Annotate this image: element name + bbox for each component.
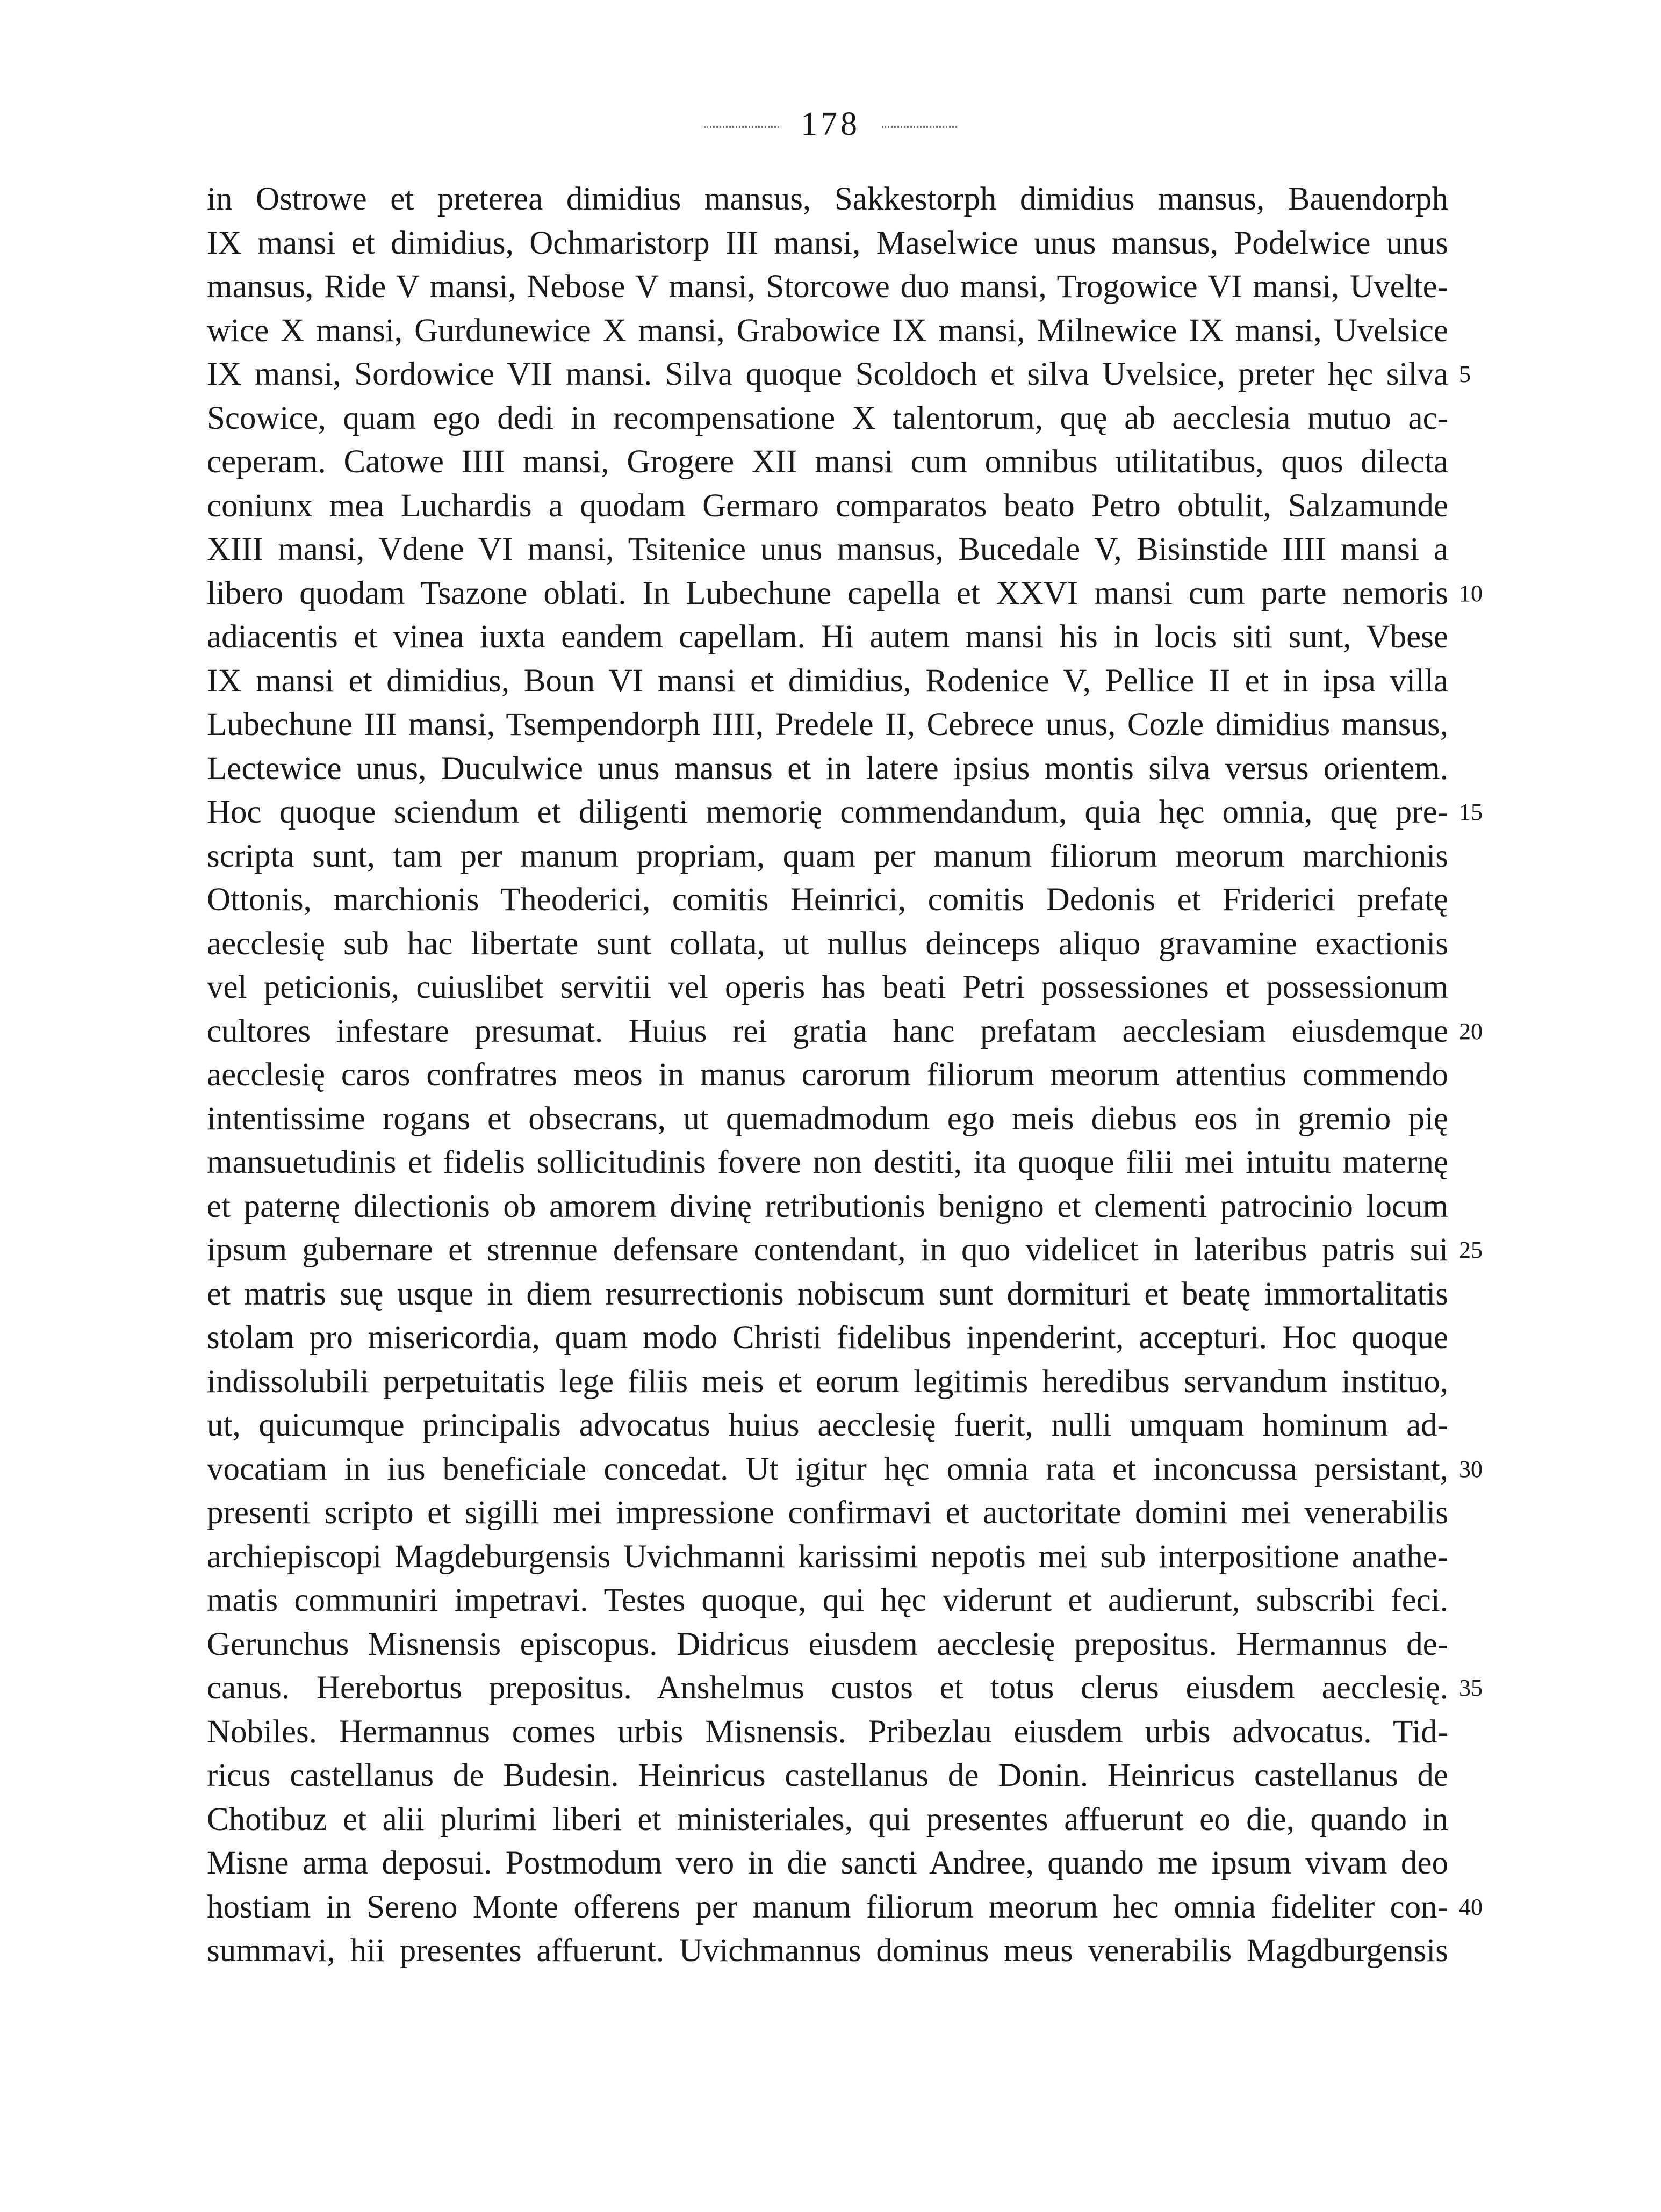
text-line: ut, quicumque principalis advocatus huius aecclesię fuerit, nulli umquam hominum ad- <box>207 1407 1448 1443</box>
text-line: et matris suę usque in diem resurrectionis nobiscum sunt dormituri et beatę immortalitatis <box>207 1276 1448 1312</box>
text-line: vocatiam in ius beneficiale concedat. Ut igitur hęc omnia rata et inconcussa persistant, 30 <box>207 1447 1448 1492</box>
text-line: IX mansi et dimidius, Ochmaristorp III mansi, Maselwice unus mansus, Podelwice unus <box>207 225 1448 261</box>
header-rule-right <box>882 126 957 128</box>
text-line: Lectewice unus, Duculwice unus mansus et in latere ipsius montis silva versus orientem. <box>207 750 1448 787</box>
body-text <box>207 177 1483 1973</box>
line-number: 40 <box>1459 1893 1483 1920</box>
text-line: matis communiri impetravi. Testes quoque, qui hęc viderunt et audierunt, subscribi feci. <box>207 1582 1448 1618</box>
line-number: 25 <box>1459 1237 1483 1263</box>
text-line: vel peticionis, cuiuslibet servitii vel operis has beati Petri possessiones et possessionum <box>207 969 1448 1005</box>
text-line: archiepiscopi Magdeburgensis Uvichmanni karissimi nepotis mei sub interpositione anathe- <box>207 1538 1448 1575</box>
text-line: adiacentis et vinea iuxta eandem capellam. Hi autem mansi his in locis siti sunt, Vbese <box>207 619 1448 655</box>
text-line: aecclesię sub hac libertate sunt collata, ut nullus deinceps aliquo gravamine exactionis <box>207 925 1448 962</box>
line-number: 10 <box>1459 580 1483 607</box>
text-line: wice X mansi, Gurdunewice X mansi, Grabowice IX mansi, Milnewice IX mansi, Uvelsice <box>207 312 1448 349</box>
text-line: Misne arma deposui. Postmodum vero in die sancti Andree, quando me ipsum vivam deo <box>207 1845 1448 1881</box>
text-line: ricus castellanus de Budesin. Heinricus castellanus de Donin. Heinricus castellanus de <box>207 1757 1448 1793</box>
text-line: Lubechune III mansi, Tsempendorph IIII, Predele II, Cebrece unus, Cozle dimidius mansus, <box>207 707 1448 743</box>
text-line: intentissime rogans et obsecrans, ut quemadmodum ego meis diebus eos in gremio pię <box>207 1100 1448 1137</box>
line-number: 5 <box>1459 361 1471 387</box>
page-number: 178 <box>801 106 860 142</box>
text-line: Chotibuz et alii plurimi liberi et ministeriales, qui presentes affuerunt eo die, quando in <box>207 1801 1448 1838</box>
text-line: ipsum gubernare et strennue defensare contendant, in quo videlicet in lateribus patris sui 25 <box>207 1228 1448 1272</box>
text-line: indissolubili perpetuitatis lege filiis meis et eorum legitimis heredibus servandum instituo, <box>207 1363 1448 1400</box>
text-line: canus. Herebortus prepositus. Anshelmus custos et totus clerus eiusdem aecclesię. 35 <box>207 1666 1448 1710</box>
text-line: IX mansi et dimidius, Boun VI mansi et dimidius, Rodenice V, Pellice II et in ipsa villa <box>207 662 1448 699</box>
text-line: mansuetudinis et fidelis sollicitudinis fovere non destiti, ita quoque filii mei intuitu maternę <box>207 1144 1448 1180</box>
text-line: mansus, Ride V mansi, Nebose V mansi, Storcowe duo mansi, Trogowice VI mansi, Uvelte- <box>207 269 1448 305</box>
page-header <box>0 105 1661 143</box>
text-line: stolam pro misericordia, quam modo Christi fidelibus inpenderint, accepturi. Hoc quoque <box>207 1320 1448 1356</box>
text-line: Gerunchus Misnensis episcopus. Didricus eiusdem aecclesię prepositus. Hermannus de- <box>207 1626 1448 1662</box>
text-line: scripta sunt, tam per manum propriam, quam per manum filiorum meorum marchionis <box>207 838 1448 874</box>
text-line: XIII mansi, Vdene VI mansi, Tsitenice unus mansus, Bucedale V, Bisinstide IIII mansi a <box>207 531 1448 567</box>
text-line: et paternę dilectionis ob amorem divinę retributionis benigno et clementi patrocinio locum <box>207 1188 1448 1224</box>
text-line: Hoc quoque sciendum et diligenti memorię commendandum, quia hęc omnia, quę pre- 15 <box>207 790 1448 834</box>
text-line: presenti scripto et sigilli mei impressione confirmavi et auctoritate domini mei venerabilis <box>207 1495 1448 1531</box>
text-line: coniunx mea Luchardis a quodam Germaro comparatos beato Petro obtulit, Salzamunde <box>207 487 1448 524</box>
line-number: 35 <box>1459 1675 1483 1701</box>
text-line: Scowice, quam ego dedi in recompensatione X talentorum, quę ab aecclesia mutuo ac- <box>207 400 1448 436</box>
text-line: summavi, hii presentes affuerunt. Uvichmannus dominus meus venerabilis Magdburgensis <box>207 1933 1448 1969</box>
line-number: 15 <box>1459 799 1483 825</box>
text-line: cultores infestare presumat. Huius rei gratia hanc prefatam aecclesiam eiusdemque 20 <box>207 1010 1448 1054</box>
line-number: 20 <box>1459 1018 1483 1044</box>
line-number: 30 <box>1459 1456 1483 1482</box>
text-line: Ottonis, marchionis Theoderici, comitis Heinrici, comitis Dedonis et Friderici prefatę <box>207 882 1448 918</box>
text-line: ceperam. Catowe IIII mansi, Grogere XII mansi cum omnibus utilitatibus, quos dilecta <box>207 444 1448 480</box>
text-line: Nobiles. Hermannus comes urbis Misnensis. Pribezlau eiusdem urbis advocatus. Tid- <box>207 1713 1448 1750</box>
text-line: IX mansi, Sordowice VII mansi. Silva quoque Scoldoch et silva Uvelsice, preter hęc silva 5 <box>207 352 1448 397</box>
text-line: hostiam in Sereno Monte offerens per manum filiorum meorum hec omnia fideliter con- 40 <box>207 1885 1448 1929</box>
text-line: libero quodam Tsazone oblati. In Lubechune capella et XXVI mansi cum parte nemoris 10 <box>207 572 1448 616</box>
text-line: aecclesię caros confratres meos in manus carorum filiorum meorum attentius commendo <box>207 1057 1448 1093</box>
text-line: in Ostrowe et preterea dimidius mansus, Sakkestorph dimidius mansus, Bauendorph <box>207 181 1448 217</box>
header-rule-left <box>704 126 779 128</box>
